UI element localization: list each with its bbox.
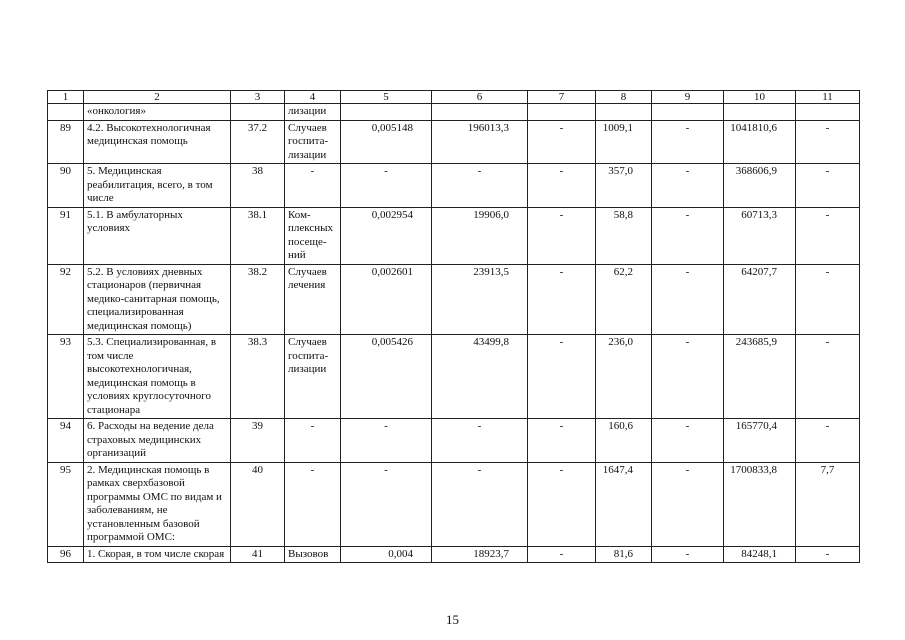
table-cell-col-11 [796,104,860,121]
column-header: 3 [231,91,285,104]
table-cell-col-3: 38 [231,164,285,208]
table-cell-col-1: 90 [48,164,84,208]
table-cell-col-8: 236,0 [596,335,652,419]
column-header: 11 [796,91,860,104]
table-cell-col-9: - [652,335,724,419]
table-cell-col-2: «онкология» [84,104,231,121]
table-cell-col-10: 64207,7 [724,264,796,335]
table-cell-col-2: 5.2. В условиях дневных стационаров (первичная медико-санитарная помощь, специализированная медицинская помощь) [84,264,231,335]
table-cell-col-6: 18923,7 [432,546,528,563]
table-cell-col-11: - [796,164,860,208]
table-cell-col-3: 38.3 [231,335,285,419]
table-body [48,104,860,563]
table-cell-col-1: 89 [48,120,84,164]
table-cell-col-11: - [796,546,860,563]
table-cell-col-2: 6. Расходы на ведение дела страховых медицинских организаций [84,419,231,463]
column-header: 5 [341,91,432,104]
table-cell-col-3: 40 [231,462,285,546]
table-cell-col-2: 5. Медицинская реабилитация, всего, в том числе [84,164,231,208]
table-cell-col-4: - [285,164,341,208]
table-cell-col-8: 1647,4 [596,462,652,546]
table-cell-col-9: - [652,207,724,264]
table-cell-col-7: - [528,462,596,546]
table-row [48,104,860,121]
table-cell-col-5: 0,004 [341,546,432,563]
table-cell-col-10: 243685,9 [724,335,796,419]
table-cell-col-9: - [652,264,724,335]
table-cell-col-5: 0,005148 [341,120,432,164]
table-cell-col-5 [341,104,432,121]
table-cell-col-9: - [652,419,724,463]
table-cell-col-3 [231,104,285,121]
table-cell-col-9: - [652,546,724,563]
table-cell-col-4: - [285,462,341,546]
column-header: 1 [48,91,84,104]
table-cell-col-9 [652,104,724,121]
table-cell-col-6 [432,104,528,121]
table-cell-col-8 [596,104,652,121]
column-header: 9 [652,91,724,104]
table-row [48,419,860,463]
table-cell-col-7: - [528,419,596,463]
table-row [48,207,860,264]
table-cell-col-4: лизации [285,104,341,121]
table-cell-col-10 [724,104,796,121]
table-cell-col-8: 1009,1 [596,120,652,164]
column-header: 7 [528,91,596,104]
table-cell-col-4: Случаев госпита-лизации [285,335,341,419]
table-cell-col-7: - [528,546,596,563]
table-header-row [48,91,860,104]
table-cell-col-2: 4.2. Высокотехнологичная медицинская помощь [84,120,231,164]
table-cell-col-1: 91 [48,207,84,264]
table-cell-col-4: - [285,419,341,463]
table-cell-col-11: 7,7 [796,462,860,546]
table-cell-col-11: - [796,264,860,335]
table-cell-col-10: 84248,1 [724,546,796,563]
column-header: 6 [432,91,528,104]
table-cell-col-5: 0,005426 [341,335,432,419]
table-cell-col-6: 43499,8 [432,335,528,419]
table-cell-col-8: 81,6 [596,546,652,563]
table-cell-col-10: 1700833,8 [724,462,796,546]
table-cell-col-6: - [432,164,528,208]
table-cell-col-5: - [341,419,432,463]
table-row [48,164,860,208]
table-cell-col-3: 41 [231,546,285,563]
table-cell-col-4: Ком-плексных посеще-ний [285,207,341,264]
table-cell-col-1: 92 [48,264,84,335]
table-cell-col-8: 160,6 [596,419,652,463]
table-cell-col-6: - [432,462,528,546]
table-cell-col-4: Вызовов [285,546,341,563]
table-row [48,462,860,546]
table-cell-col-10: 165770,4 [724,419,796,463]
table-row [48,335,860,419]
table-cell-col-6: 23913,5 [432,264,528,335]
table-row [48,546,860,563]
column-header: 8 [596,91,652,104]
page-number: 15 [446,612,459,627]
table-cell-col-7 [528,104,596,121]
table-cell-col-9: - [652,164,724,208]
table-cell-col-8: 58,8 [596,207,652,264]
table-cell-col-7: - [528,164,596,208]
table-cell-col-11: - [796,207,860,264]
table-cell-col-3: 38.2 [231,264,285,335]
table-cell-col-2: 5.3. Специализированная, в том числе высокотехнологичная, медицинская помощь в условиях круглосуточного стационара [84,335,231,419]
table-cell-col-1: 96 [48,546,84,563]
table-cell-col-3: 39 [231,419,285,463]
table-cell-col-5: 0,002954 [341,207,432,264]
table-row [48,120,860,164]
table-cell-col-1: 93 [48,335,84,419]
table-row [48,264,860,335]
column-header: 4 [285,91,341,104]
table-cell-col-10: 368606,9 [724,164,796,208]
table-cell-col-7: - [528,335,596,419]
table-cell-col-9: - [652,462,724,546]
table-cell-col-2: 5.1. В амбулаторных условиях [84,207,231,264]
table-cell-col-1: 94 [48,419,84,463]
table-cell-col-8: 357,0 [596,164,652,208]
medical-care-table [47,90,860,563]
table-cell-col-3: 38.1 [231,207,285,264]
table-cell-col-9: - [652,120,724,164]
table-cell-col-2: 1. Скорая, в том числе скорая [84,546,231,563]
table-cell-col-10: 1041810,6 [724,120,796,164]
table-cell-col-7: - [528,264,596,335]
table-cell-col-5: 0,002601 [341,264,432,335]
table-cell-col-6: - [432,419,528,463]
table-cell-col-11: - [796,335,860,419]
column-header: 2 [84,91,231,104]
table-cell-col-6: 196013,3 [432,120,528,164]
table-cell-col-1 [48,104,84,121]
table-cell-col-4: Случаев госпита-лизации [285,120,341,164]
column-header: 10 [724,91,796,104]
table-cell-col-4: Случаев лечения [285,264,341,335]
table-cell-col-5: - [341,462,432,546]
table-cell-col-10: 60713,3 [724,207,796,264]
table-cell-col-7: - [528,207,596,264]
table-cell-col-11: - [796,419,860,463]
table-cell-col-11: - [796,120,860,164]
table-cell-col-7: - [528,120,596,164]
table-cell-col-6: 19906,0 [432,207,528,264]
table-cell-col-3: 37.2 [231,120,285,164]
table-cell-col-5: - [341,164,432,208]
table-cell-col-1: 95 [48,462,84,546]
table-cell-col-8: 62,2 [596,264,652,335]
table-cell-col-2: 2. Медицинская помощь в рамках сверхбазовой программы ОМС по видам и заболеваниям, не установленным базовой программой ОМС: [84,462,231,546]
